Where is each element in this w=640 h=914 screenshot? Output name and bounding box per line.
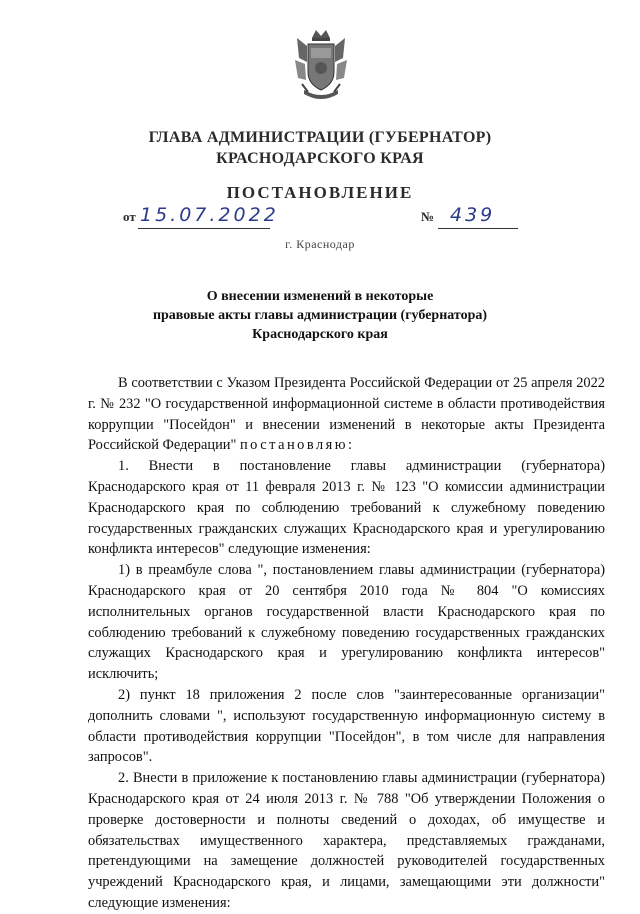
title-line-2: правовые акты главы администрации (губернатора) <box>152 308 488 323</box>
date-underline <box>138 228 270 229</box>
paragraph-preamble <box>88 373 605 456</box>
number-label: № <box>421 209 435 224</box>
document-body <box>88 373 605 914</box>
preamble-text: В соответствии с Указом Президента Российской Федерации от 25 апреля 2022 г. № 232 "О государственной информационной системе в области противодействия коррупции "Посейдон" и внесении изменений в некоторые акты Президента Российской Федерации" <box>88 375 605 454</box>
city-name: г. Краснодар <box>285 237 355 251</box>
paragraph-item-1: 1. Внести в постановление главы администрации (губернатора) Краснодарского края от 11 февраля 2013 г. № 123 "О комиссии администрации Краснодарского края по соблюдению требований к служебному поведению государственных гражданских служащих Краснодарского края и урегулированию конфликта интересов" следующие изменения: <box>88 458 605 558</box>
title-line-1: О внесении изменений в некоторые <box>206 289 434 304</box>
number-underline <box>438 228 518 229</box>
document-type: ПОСТАНОВЛЕНИЕ <box>226 183 414 202</box>
date-label: от <box>123 209 136 224</box>
coat-of-arms-icon <box>294 28 348 106</box>
resolution-word: постановляю: <box>239 437 355 454</box>
date-value: 15.07.2022 <box>140 204 279 226</box>
header-authority: ГЛАВА АДМИНИСТРАЦИИ (ГУБЕРНАТОР) <box>148 129 492 146</box>
title-line-3: Краснодарского края <box>252 327 388 342</box>
number-value: 439 <box>450 204 496 226</box>
paragraph-subitem-2: 2) пункт 18 приложения 2 после слов "заинтересованные организации" дополнить словами ", используют государственную информационную систему в области противодействия коррупции "Посейдон", в том числе для направления запросов". <box>88 686 605 766</box>
paragraph-item-2: 2. Внести в приложение к постановлению главы администрации (губернатора) Краснодарского края от 24 июля 2013 г. № 788 "Об утверждении Положения о проверке достоверности и полноты сведений о доходах, об имуществе и обязательствах имущественного характера, представляемых гражданами, претендующими на замещение должностей руководителей государственных учреждений Краснодарского края, и лицами, замещающими эти должности" следующие изменения: <box>88 770 605 911</box>
paragraph-subitem-1: 1) в преамбуле слова ", постановлением главы администрации (губернатора) Краснодарского края от 20 сентября 2010 года № 804 "О комиссиях исполнительных органов государственной власти Краснодарского края по соблюдению требований к служебному поведению государственных гражданских служащих Краснодарского края и урегулированию конфликта интересов" исключить; <box>88 562 605 683</box>
header-region: КРАСНОДАРСКОГО КРАЯ <box>216 150 424 167</box>
